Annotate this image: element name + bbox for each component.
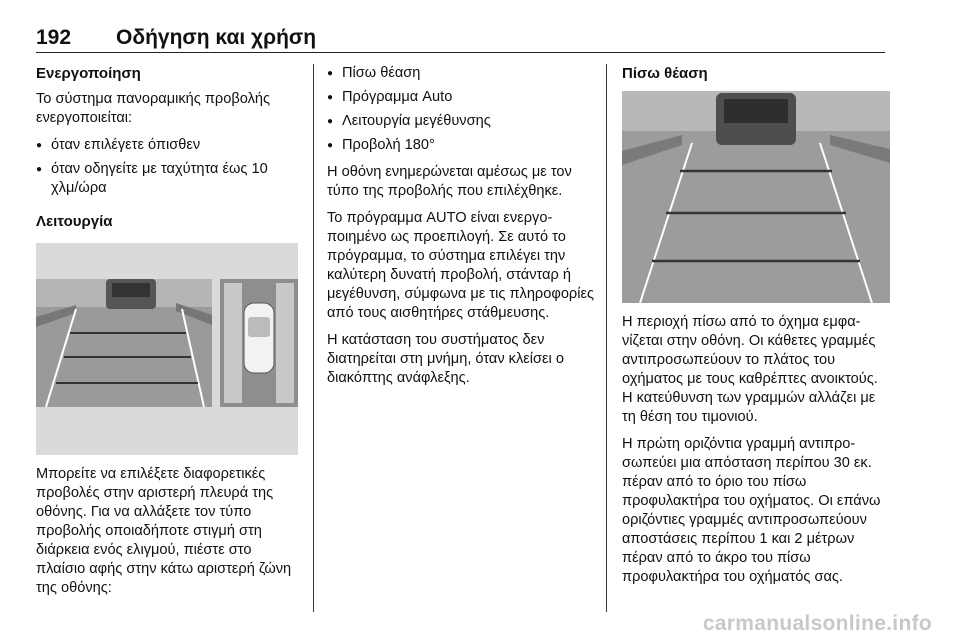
activation-intro: Το σύστημα πανοραμικής προβολής ενεργοποιείται: <box>36 91 271 126</box>
column-3 <box>622 64 890 595</box>
column-divider-2 <box>606 64 607 612</box>
rear-view-text-1: Η περιοχή πίσω από το όχημα εμφανίζεται στην οθόνη. Οι κάθετες γραμμές αντιπροσωπεύουν το πλάτος του οχήματος με τους καθρέπτες ανοικτούς. Η κατεύθυνση των γραμμών αλλάζει με τη θέση του τιμονιού. <box>622 314 878 425</box>
rear-view-text-2: Η πρώτη οριζόντια γραμμή αντιπροσωπεύει μια απόσταση περίπου 30 εκ. πέραν από το όριο του πίσω προφυλακτήρα του οχήματος. Οι επάνω οριζόντιες γραμμές αντιπροσωπεύουν αποστάσεις περίπου 1 και 2 μέτρων πέραν από το άκρο του πίσω προφυλακτήρα του οχήματός σας. <box>622 436 881 585</box>
list-item: ● Λειτουργία μεγέθυνσης <box>327 112 603 131</box>
camera-display-image <box>36 243 298 455</box>
view-list <box>327 64 603 155</box>
page-number: 192 <box>36 26 72 49</box>
rear-camera-image <box>622 91 890 303</box>
heading-rear-view: Πίσω θέαση <box>622 65 708 82</box>
heading-operation: Λειτουργία <box>36 213 113 230</box>
list-item: ● Πρόγραμμα Auto <box>327 88 603 107</box>
column-2 <box>327 64 603 396</box>
operation-text: Μπορείτε να επιλέξετε διαφορετικές προβολές στην αριστερή πλευρά της οθόνης. Για να αλλάξετε τον τύπο προβολής οποιαδήποτε στιγμή στη διάρκεια ενός ελιγμού, πιέστε στο πλαίσιο αφής στην κάτω αριστερή ζώνη της οθόνης: <box>36 466 292 596</box>
list-item: ● όταν οδηγείτε με ταχύτητα έως 10 χλμ/ώρα <box>36 160 298 198</box>
page-title: Οδήγηση και χρήση <box>116 26 317 49</box>
column-1 <box>36 64 298 606</box>
activation-list <box>36 136 298 198</box>
display-illustration <box>36 243 298 455</box>
view-update-text: Η οθόνη ενημερώνεται αμέσως με τον τύπο της προβολής που επιλέχθηκε. <box>327 164 572 199</box>
list-item: ● Προβολή 180° <box>327 136 603 155</box>
state-memory-text: Η κατάσταση του συστήματος δεν διατηρείται στη μνήμη, όταν κλείσει ο διακόπτης ανάφλεξης. <box>327 332 564 386</box>
heading-activation: Ενεργοποίηση <box>36 65 141 82</box>
rear-view-illustration <box>622 91 890 303</box>
list-item: ● όταν επιλέγετε όπισθεν <box>36 136 298 155</box>
list-item: ● Πίσω θέαση <box>327 64 603 83</box>
watermark: carmanualsonline.info <box>702 612 932 635</box>
page-header <box>36 26 885 53</box>
auto-program-text: Το πρόγραμμα AUTO είναι ενεργοποιημένο ως προεπιλογή. Σε αυτό το πρόγραμμα, το σύστημα επιλέγει την καλύτερη δυνατή προβολή, στάνταρ ή μεγέθυνση, σύμφωνα με τις πληροφορίες από τους αισθητήρες στάθμευσης. <box>327 210 595 321</box>
column-divider-1 <box>313 64 314 612</box>
